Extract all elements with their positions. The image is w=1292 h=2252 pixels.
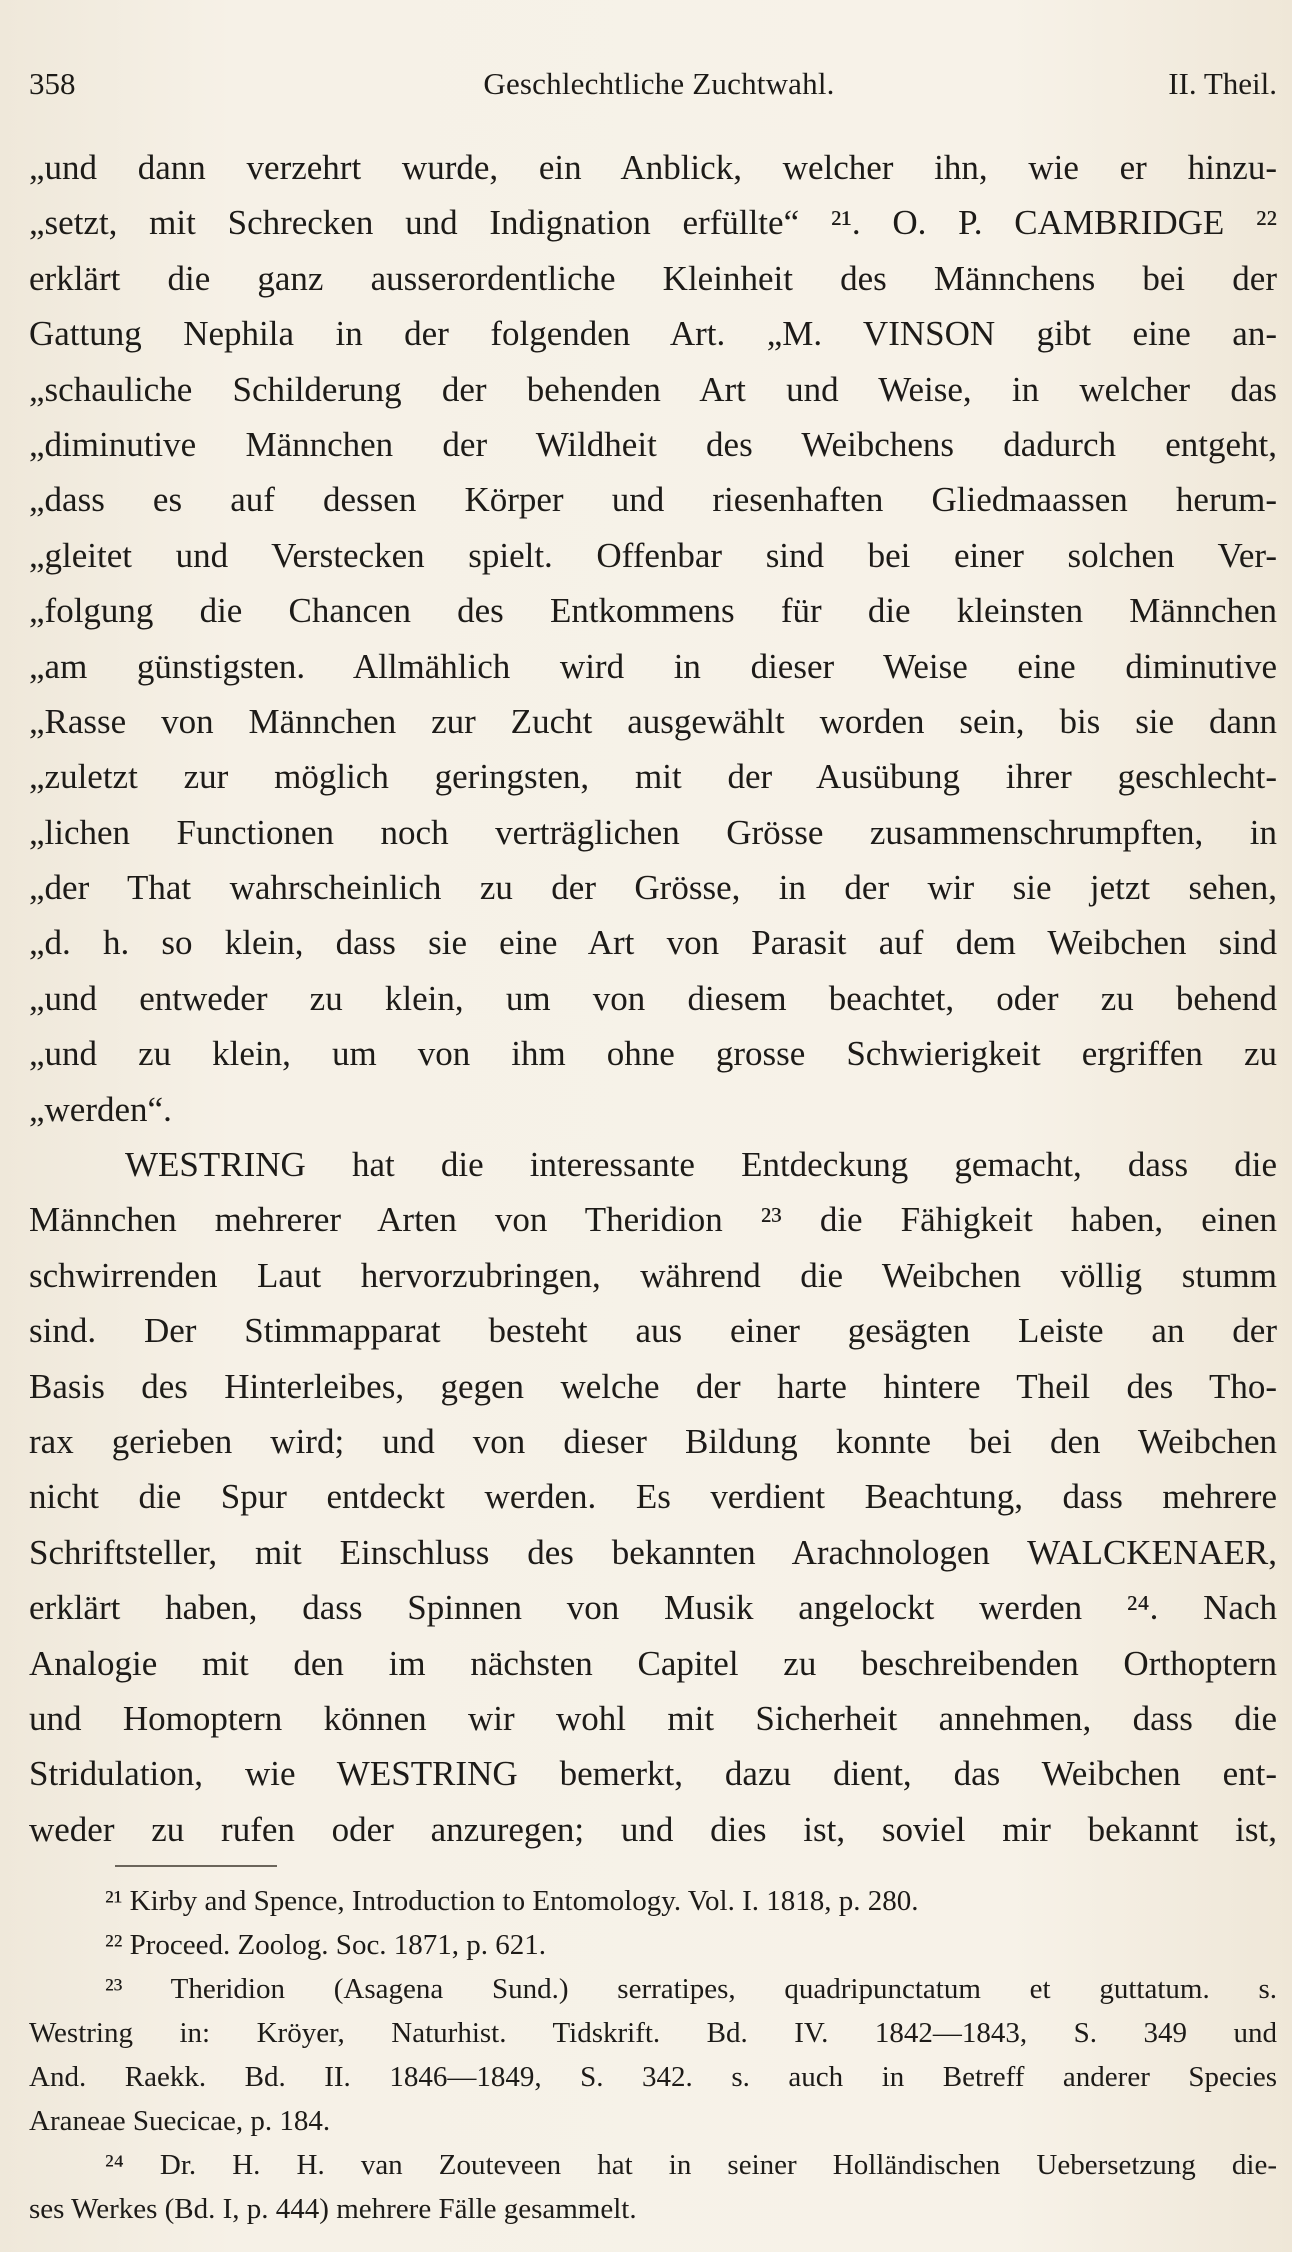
text-line: „folgung die Chancen des Entkommens für die kleinsten Männchen bbox=[29, 591, 1277, 631]
text-line: „und dann verzehrt wurde, ein Anblick, welcher ihn, wie er hinzu- bbox=[29, 148, 1277, 187]
page-number: 358 bbox=[29, 66, 76, 101]
footnote-divider bbox=[115, 1865, 277, 1867]
text-line: rax gerieben wird; und von dieser Bildung konnte bei den Weibchen bbox=[29, 1421, 1277, 1461]
footnote-24-line: ²⁴ Dr. H. H. van Zouteveen hat in seiner Holländischen Uebersetzung die- bbox=[105, 2149, 1277, 2181]
text-line: und Homoptern können wir wohl mit Sicherheit annehmen, dass die bbox=[29, 1698, 1277, 1738]
text-line: erklärt die ganz ausserordentliche Kleinheit des Männchens bei der bbox=[29, 258, 1277, 298]
text-line: „dass es auf dessen Körper und riesenhaften Gliedmaassen herum- bbox=[29, 480, 1277, 520]
footnote-23-line: ²³ Theridion (Asagena Sund.) serratipes, quadripunctatum et guttatum. s. bbox=[105, 1973, 1277, 2005]
text-line: WESTRING hat die interessante Entdeckung gemacht, dass die bbox=[125, 1145, 1277, 1185]
part-label: II. Theil. bbox=[1168, 66, 1277, 101]
text-line: „und entweder zu klein, um von diesem beachtet, oder zu behend bbox=[29, 978, 1277, 1018]
text-line: „gleitet und Verstecken spielt. Offenbar sind bei einer solchen Ver- bbox=[29, 535, 1277, 575]
text-line: „d. h. so klein, dass sie eine Art von Parasit auf dem Weibchen sind bbox=[29, 923, 1277, 963]
text-line: Stridulation, wie WESTRING bemerkt, dazu dient, das Weibchen ent- bbox=[29, 1754, 1277, 1794]
footnote-24-line: ses Werkes (Bd. I, p. 444) mehrere Fälle gesammelt. bbox=[29, 2193, 637, 2225]
footnote-23-line: Araneae Suecicae, p. 184. bbox=[29, 2105, 331, 2137]
text-line: Basis des Hinterleibes, gegen welche der harte hintere Theil des Tho- bbox=[29, 1366, 1277, 1406]
text-line: schwirrenden Laut hervorzubringen, während die Weibchen völlig stumm bbox=[29, 1255, 1277, 1295]
text-line: „lichen Functionen noch verträglichen Grösse zusammenschrumpften, in bbox=[29, 812, 1277, 852]
footnote-23-line: And. Raekk. Bd. II. 1846—1849, S. 342. s. auch in Betreff anderer Species bbox=[29, 2061, 1277, 2093]
text-line: „Rasse von Männchen zur Zucht ausgewählt worden sein, bis sie dann bbox=[29, 701, 1277, 741]
text-line: „und zu klein, um von ihm ohne grosse Schwierigkeit ergriffen zu bbox=[29, 1034, 1277, 1074]
text-line: „diminutive Männchen der Wildheit des Weibchens dadurch entgeht, bbox=[29, 424, 1277, 464]
text-line: „werden“. bbox=[29, 1089, 172, 1129]
main-text bbox=[29, 140, 1277, 1857]
text-line: erklärt haben, dass Spinnen von Musik angelockt werden ²⁴. Nach bbox=[29, 1588, 1277, 1628]
footnote-21: ²¹ Kirby and Spence, Introduction to Entomology. Vol. I. 1818, p. 280. bbox=[105, 1885, 919, 1917]
text-line: sind. Der Stimmapparat besteht aus einer gesägten Leiste an der bbox=[29, 1311, 1277, 1351]
text-line: Analogie mit den im nächsten Capitel zu beschreibenden Orthoptern bbox=[29, 1643, 1277, 1683]
text-line: „der That wahrscheinlich zu der Grösse, in der wir sie jetzt sehen, bbox=[29, 868, 1277, 908]
running-title: Geschlechtliche Zuchtwahl. bbox=[483, 66, 835, 101]
page-header bbox=[29, 62, 1277, 106]
text-line: Schriftsteller, mit Einschluss des bekannten Arachnologen WALCKENAER, bbox=[29, 1532, 1277, 1572]
text-line: „schauliche Schilderung der behenden Art und Weise, in welcher das bbox=[29, 369, 1277, 409]
text-line: weder zu rufen oder anzuregen; und dies ist, soviel mir bekannt ist, bbox=[29, 1809, 1277, 1849]
footnote-23-line: Westring in: Kröyer, Naturhist. Tidskrift. Bd. IV. 1842—1843, S. 349 und bbox=[29, 2017, 1277, 2049]
footnote-22: ²² Proceed. Zoolog. Soc. 1871, p. 621. bbox=[105, 1929, 547, 1961]
text-line: „zuletzt zur möglich geringsten, mit der Ausübung ihrer geschlecht- bbox=[29, 757, 1277, 797]
text-line: Gattung Nephila in der folgenden Art. „M. VINSON gibt eine an- bbox=[29, 314, 1277, 354]
text-line: „am günstigsten. Allmählich wird in dieser Weise eine diminutive bbox=[29, 646, 1277, 686]
footnotes bbox=[29, 1879, 1277, 2231]
text-line: nicht die Spur entdeckt werden. Es verdient Beachtung, dass mehrere bbox=[29, 1477, 1277, 1517]
text-line: Männchen mehrerer Arten von Theridion ²³ die Fähigkeit haben, einen bbox=[29, 1200, 1277, 1240]
text-line: „setzt, mit Schrecken und Indignation erfüllte“ ²¹. O. P. CAMBRIDGE ²² bbox=[29, 203, 1277, 243]
